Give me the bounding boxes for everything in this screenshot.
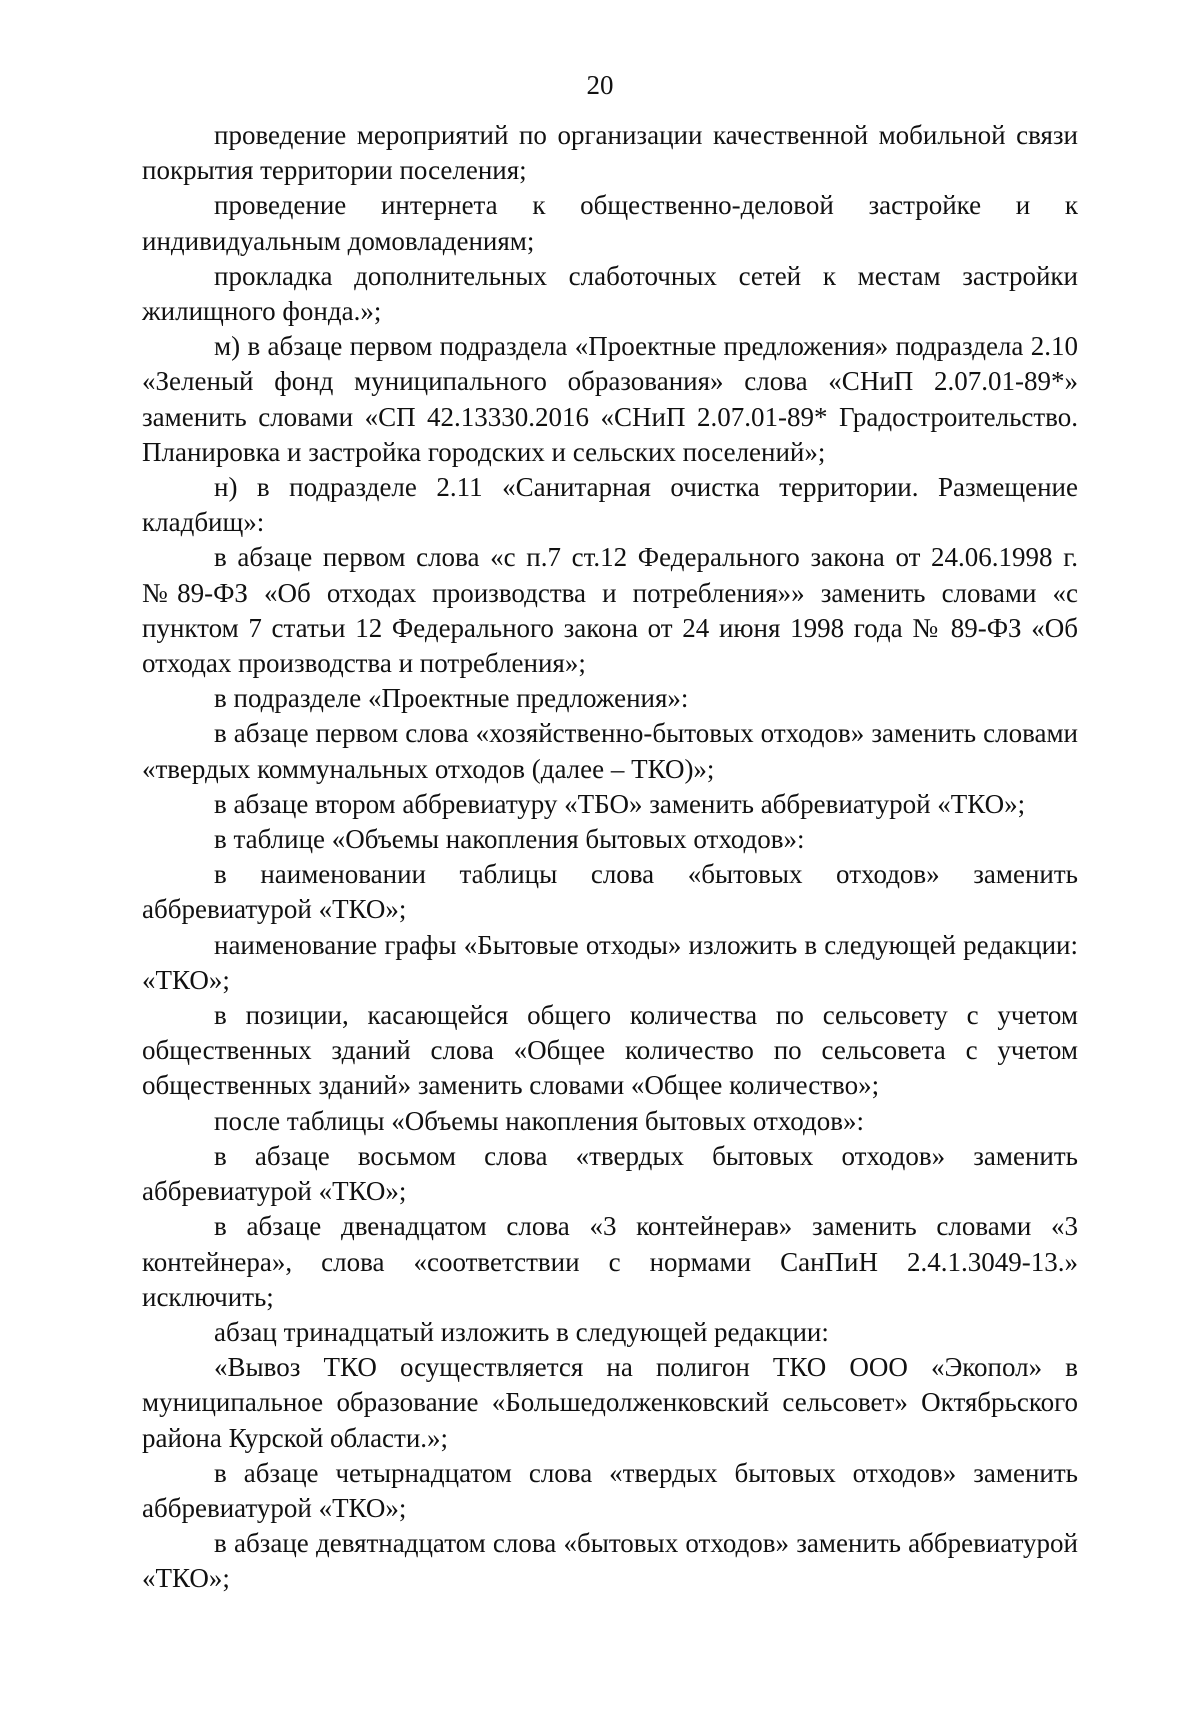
document-body <box>142 118 1078 1597</box>
paragraph: м) в абзаце первом подраздела «Проектные предложения» подраздела 2.10 «Зеленый фонд муниципального образования» слова «СНиП 2.07.01-89*» заменить словами «СП 42.13330.2016 «СНиП 2.07.01-89* Градостроительство. Планировка и застройка городских и сельских поселений»; <box>142 331 1078 467</box>
paragraph: в позиции, касающейся общего количества по сельсовету с учетом общественных зданий слова «Общее количество по сельсовета с учетом общественных зданий» заменить словами «Общее количество»; <box>142 1000 1078 1101</box>
paragraph: абзац тринадцатый изложить в следующей редакции: <box>214 1316 829 1347</box>
paragraph: в абзаце четырнадцатом слова «твердых бытовых отходов» заменить аббревиатурой «ТКО»; <box>142 1457 1078 1523</box>
paragraph: н) в подразделе 2.11 «Санитарная очистка территории. Размещение кладбищ»: <box>142 472 1078 538</box>
paragraph: наименование графы «Бытовые отходы» изложить в следующей редакции: «ТКО»; <box>142 929 1078 995</box>
paragraph: прокладка дополнительных слаботочных сетей к местам застройки жилищного фонда.»; <box>142 260 1078 327</box>
page-number: 20 <box>586 70 614 100</box>
paragraph: в абзаце восьмом слова «твердых бытовых отходов» заменить аббревиатурой «ТКО»; <box>142 1140 1078 1207</box>
paragraph: в абзаце двенадцатом слова «3 контейнерав» заменить словами «3 контейнера», слова «соответствии с нормами СанПиН 2.4.1.3049-13.» исключить; <box>142 1211 1078 1312</box>
paragraph: проведение интернета к общественно-деловой застройке и к индивидуальным домовладениям; <box>142 190 1078 256</box>
paragraph: в абзаце первом слова «с п.7 ст.12 Федерального закона от 24.06.1998 г. №89-ФЗ «Об отходах производства и потребления»» заменить словами «с пунктом 7 статьи 12 Федерального закона от 24 июня 1998 года № 89-ФЗ «Об отходах производства и потребления»; <box>142 542 1078 679</box>
paragraph: в абзаце девятнадцатом слова «бытовых отходов» заменить аббревиатурой «ТКО»; <box>142 1528 1078 1594</box>
paragraph: в абзаце втором аббревиатуру «ТБО» заменить аббревиатурой «ТКО»; <box>214 788 1026 819</box>
paragraph: проведение мероприятий по организации качественной мобильной связи покрытия территории поселения; <box>142 120 1078 186</box>
paragraph: в подразделе «Проектные предложения»: <box>214 683 689 714</box>
paragraph: в наименовании таблицы слова «бытовых отходов» заменить аббревиатурой «ТКО»; <box>142 859 1078 925</box>
paragraph: «Вывоз ТКО осуществляется на полигон ТКО ООО «Экопол» в муниципальное образование «Большедолженковский сельсовет» Октябрьского района Курской области.»; <box>142 1352 1078 1453</box>
paragraph: в абзаце первом слова «хозяйственно-бытовых отходов» заменить словами «твердых коммунальных отходов (далее – ТКО)»; <box>142 718 1078 784</box>
paragraph: в таблице «Объемы накопления бытовых отходов»: <box>214 824 805 855</box>
paragraph: после таблицы «Объемы накопления бытовых отходов»: <box>214 1105 864 1136</box>
